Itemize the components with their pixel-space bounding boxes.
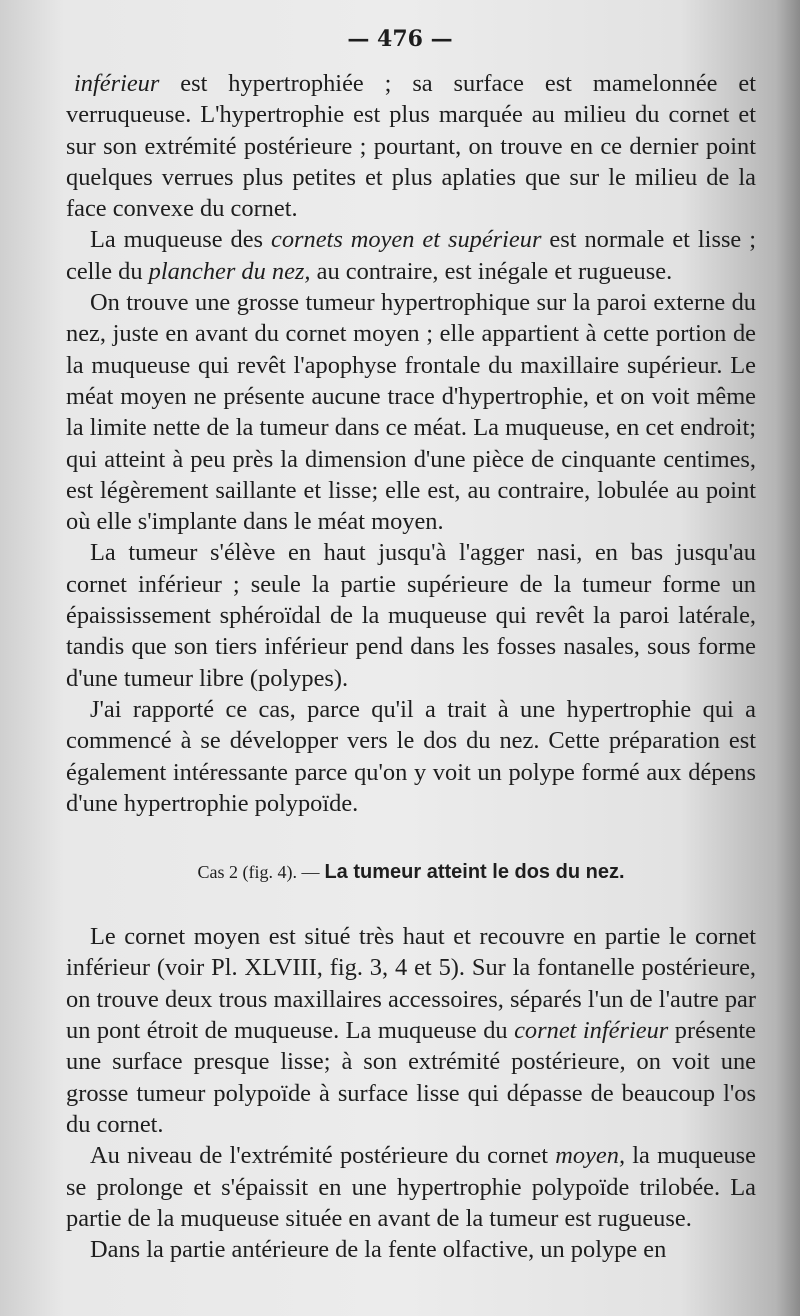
- italic-term: plancher du nez,: [148, 257, 311, 285]
- paragraph-text: Au niveau de l'extrémité postérieure du cornet: [90, 1142, 556, 1170]
- paragraph-posterior-end: [66, 1140, 756, 1234]
- paragraph-text: est hypertrophiée ; sa surface est mamelonnée et verruqueuse. L'hypertrophie est plus marquée au milieu du cornet et sur son extrémité postérieure ; pourtant, on trouve en ce dernier point quelques verrues plus petites et plus aplaties que sur le milieu de la face convexe du cornet.: [66, 70, 756, 223]
- paragraph-text: La muqueuse des: [90, 226, 272, 254]
- paragraph-text: la muqueuse se prolonge et s'épaissit en une hypertrophie polypoïde trilobée. La partie de la muqueuse située en avant de la tumeur est rugueuse.: [66, 1142, 756, 1232]
- paragraph-text: est normale et lisse ; celle du: [66, 226, 756, 285]
- paragraph-tumor-extent: La tumeur s'élève en haut jusqu'à l'agger nasi, en bas jusqu'au cornet inférieur ; seule la partie supérieure de la tumeur forme un épaississement sphéroïdal de la muqueuse qui revêt la paroi latérale, tandis que son tiers inférieur pend dans les fosses nasales, sous forme d'une tumeur libre (polypes).: [66, 539, 756, 692]
- italic-term: cornet inférieur: [514, 1017, 669, 1045]
- case-label: Cas 2 (fig. 4). —: [197, 862, 320, 883]
- paragraph-text: Le cornet moyen est situé très haut et recouvre en partie le cornet inférieur (voir Pl. XLVIII, fig. 3, 4 et 5). Sur la fontanelle postérieure, on trouve deux trous maxillaires accessoires, séparés l'un de l'autre par un pont étroit de muqueuse. La muqueuse du: [66, 923, 756, 1045]
- paragraph-middle-turbinate: [66, 921, 756, 1140]
- paragraph-case-summary: J'ai rapporté ce cas, parce qu'il a trait à une hypertrophie qui a commencé à se développer vers le dos du nez. Cette préparation est également intéressante parce qu'on y voit un polype formé aux dépens d'une hypertrophie polypoïde.: [66, 695, 756, 817]
- paragraph-continued: [66, 68, 756, 224]
- italic-term: cornets moyen et supérieur: [271, 226, 542, 254]
- paragraph-text: au contraire, est inégale et rugueuse.: [310, 257, 673, 285]
- italic-term: inférieur: [74, 70, 160, 97]
- case-title: La tumeur atteint le dos du nez.: [324, 861, 625, 884]
- body-text: [66, 68, 756, 1265]
- paragraph-olfactory-fissure: Dans la partie antérieure de la fente olfactive, un polype en: [90, 1236, 667, 1264]
- paragraph-tumor-description: On trouve une grosse tumeur hypertrophique sur la paroi externe du nez, juste en avant du cornet moyen ; elle appartient à cette portion de la muqueuse qui revêt l'apophyse frontale du maxillaire supérieur. Le méat moyen ne présente aucune trace d'hypertrophie, et on voit même la limite nette de la tumeur dans ce méat. La muqueuse, en cet endroit; qui atteint à peu près la dimension d'une pièce de cinquante centimes, est légèrement saillante et lisse; elle est, au contraire, lobulée au point où elle s'implante dans le méat moyen.: [66, 289, 756, 536]
- paragraph-mucosa-middle-superior: [66, 224, 756, 287]
- case-heading: [66, 859, 756, 885]
- italic-term: moyen,: [555, 1142, 626, 1170]
- page-number: — 476 —: [347, 26, 453, 52]
- paragraph-text: présente une surface presque lisse; à son extrémité postérieure, on voit une grosse tumeur polypoïde à surface lisse qui dépasse de beaucoup l'os du cornet.: [66, 1017, 757, 1138]
